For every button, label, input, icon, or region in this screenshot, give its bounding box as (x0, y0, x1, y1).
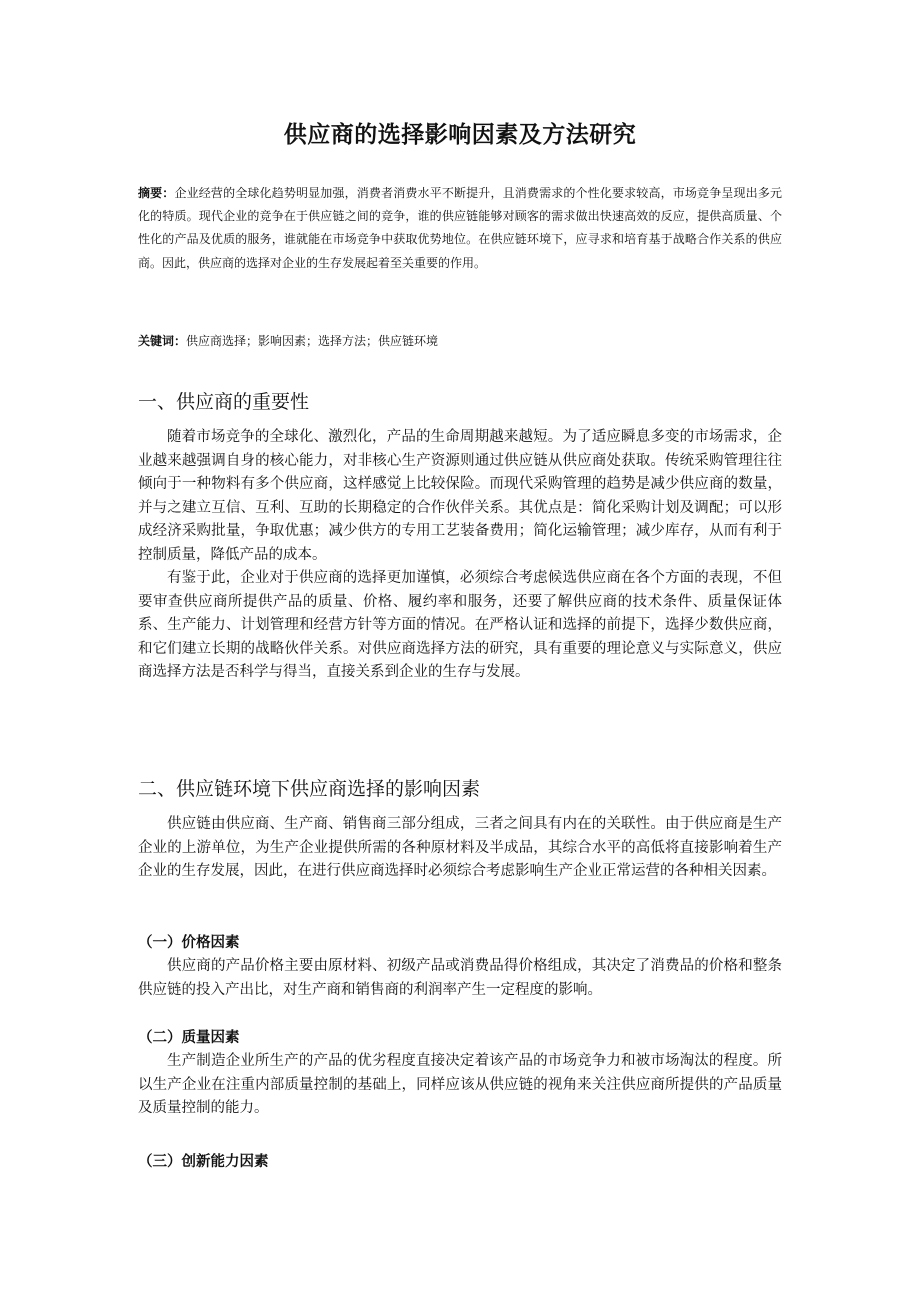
keywords-text: 供应商选择；影响因素；选择方法；供应链环境 (186, 334, 439, 348)
abstract (138, 182, 782, 275)
section2-heading: 二、供应链环境下供应商选择的影响因素 (138, 778, 481, 800)
abstract-text: 企业经营的全球化趋势明显加强，消费者消费水平不断提升，且消费需求的个性化要求较高，市场竞争呈现出多元化的特质。现代企业的竞争在于供应链之间的竞争，谁的供应链能够对顾客的需求做出快速高效的反应，提供高质量、个性化的产品及优质的服务，谁就能在市场竞争中获取优势地位。在供应链环境下，应寻求和培育基于战略合作关系的供应商。因此，供应商的选择对企业的生存发展起着至关重要的作用。 (138, 186, 782, 270)
keywords-label: 关键词： (138, 334, 187, 348)
keywords (138, 329, 782, 353)
subsection-quality-heading: （二）质量因素 (138, 1029, 240, 1046)
subsection-price-heading: （一）价格因素 (138, 934, 240, 951)
subsection-quality-text: 生产制造企业所生产的产品的优劣程度直接决定着该产品的市场竞争力和被市场淘汰的程度。所以生产企业在注重内部质量控制的基础上，同样应该从供应链的视角来关注供应商所提供的产品质量及质量控制的能力。 (138, 1053, 782, 1116)
subsection-innovation-heading: （三）创新能力因素 (138, 1153, 269, 1170)
document-title: 供应商的选择影响因素及方法研究 (283, 122, 637, 148)
subsection-price-text: 供应商的产品价格主要由原材料、初级产品或消费品得价格组成，其决定了消费品的价格和整条供应链的投入产出比，对生产商和销售商的利润率产生一定程度的影响。 (138, 958, 782, 998)
abstract-label: 摘要： (138, 186, 175, 200)
section1-paragraph-2: 有鉴于此，企业对于供应商的选择更加谨慎，必须综合考虑候选供应商在各个方面的表现，不但要审查供应商所提供产品的质量、价格、履约率和服务，还要了解供应商的技术条件、质量保证体系、生产能力、计划管理和经营方针等方面的情况。在严格认证和选择的前提下，选择少数供应商，和它们建立长期的战略伙伴关系。对供应商选择方法的研究，具有重要的理论意义与实际意义，供应商选择方法是否科学与得当，直接关系到企业的生存与发展。 (138, 570, 782, 680)
section1-paragraph-1: 随着市场竞争的全球化、激烈化，产品的生命周期越来越短。为了适应瞬息多变的市场需求，企业越来越强调自身的核心能力，对非核心生产资源则通过供应链从供应商处获取。传统采购管理往往倾向于一种物料有多个供应商，这样感觉上比较保险。而现代采购管理的趋势是减少供应商的数量，并与之建立互信、互利、互助的长期稳定的合作伙伴关系。其优点是：简化采购计划及调配；可以形成经济采购批量，争取优惠；减少供方的专用工艺装备费用；简化运输管理；减少库存，从而有利于控制质量，降低产品的成本。 (138, 429, 782, 563)
section1-heading: 一、供应商的重要性 (138, 391, 310, 413)
section2-paragraph-1: 供应链由供应商、生产商、销售商三部分组成，三者之间具有内在的关联性。由于供应商是生产企业的上游单位，为生产企业提供所需的各种原材料及半成品，其综合水平的高低将直接影响着生产企业的生存发展，因此，在进行供应商选择时必须综合考虑影响生产企业正常运营的各种相关因素。 (138, 816, 782, 879)
